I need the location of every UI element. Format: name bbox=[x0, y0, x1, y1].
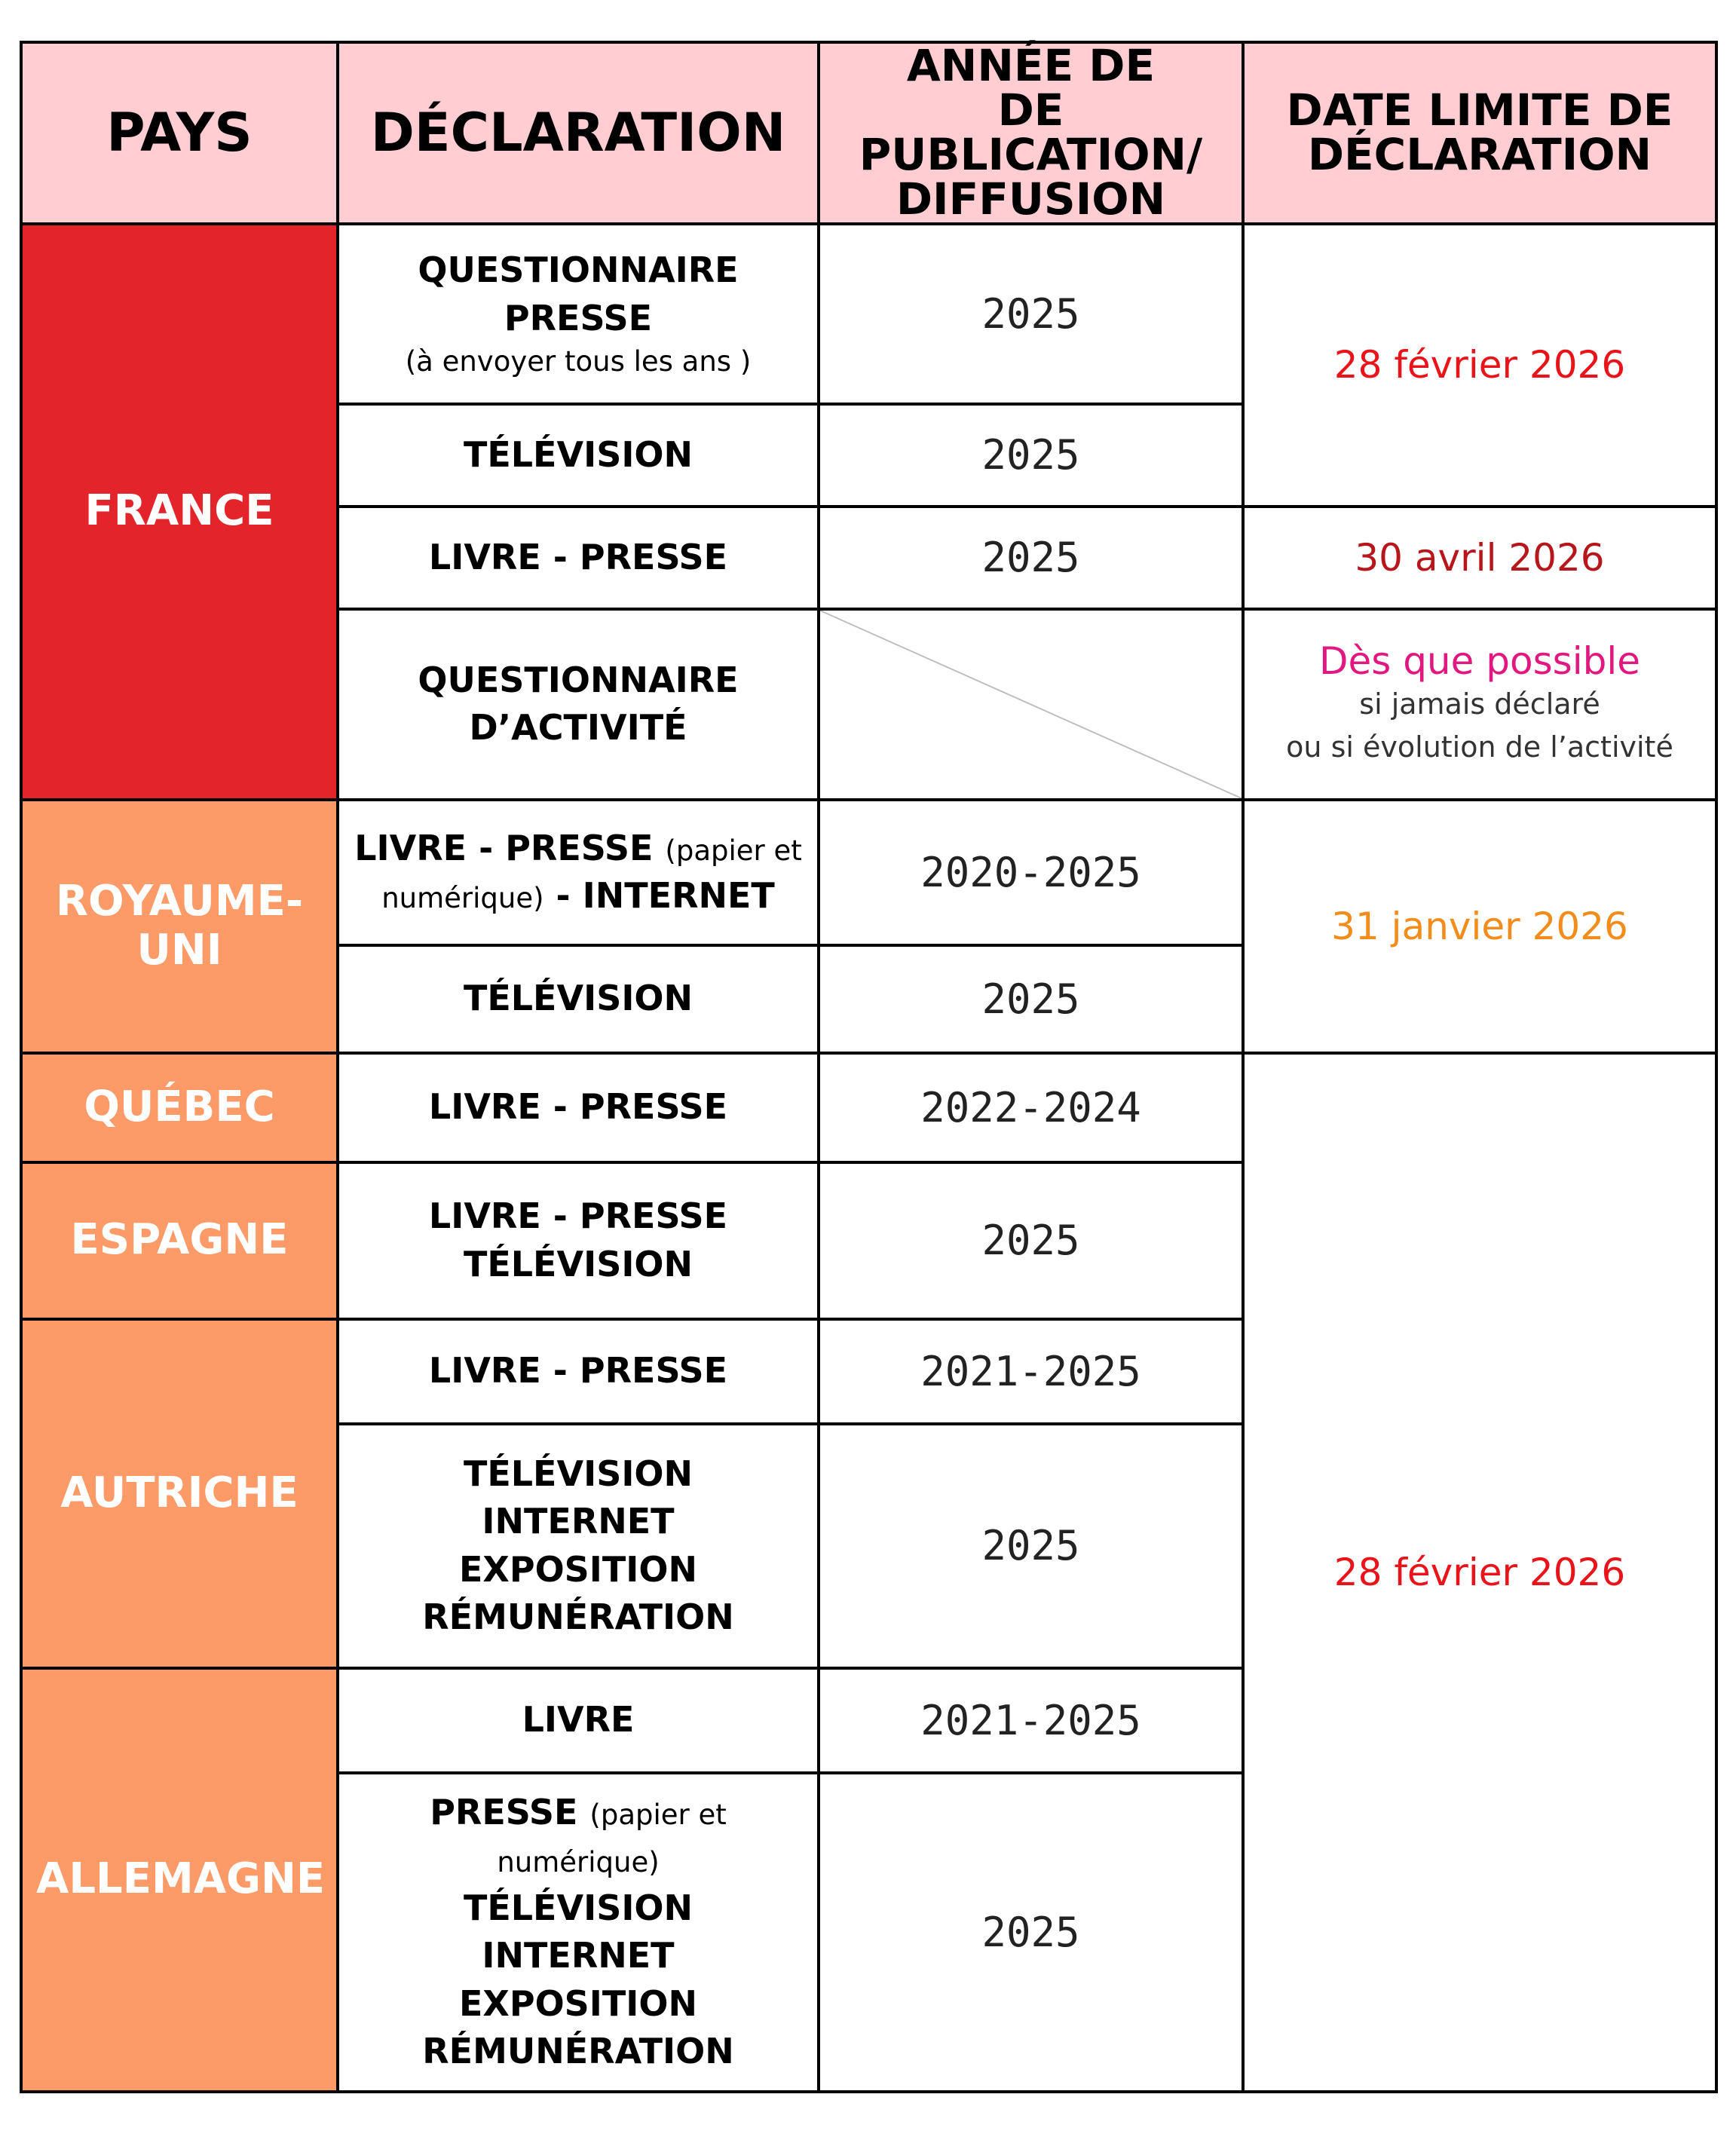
decl-line: TÉLÉVISION bbox=[463, 1243, 693, 1284]
decl-part-note: numérique) bbox=[497, 1846, 660, 1879]
year-allemagne-livre: 2021-2025 bbox=[819, 1668, 1243, 1773]
country-allemagne: ALLEMAGNE bbox=[21, 1668, 338, 2092]
decl-allemagne-livre: LIVRE bbox=[338, 1668, 819, 1773]
decl-line: INTERNET bbox=[482, 1501, 675, 1542]
year-autriche-livre-presse: 2021-2025 bbox=[819, 1319, 1243, 1424]
year-france-questionnaire-presse: 2025 bbox=[819, 224, 1243, 404]
date-france-des-que-possible bbox=[1243, 609, 1716, 800]
decl-line: EXPOSITION bbox=[458, 1982, 698, 2024]
decl-part-note: (papier et bbox=[589, 1798, 727, 1831]
year-autriche-multi: 2025 bbox=[819, 1424, 1243, 1668]
date-shared-28-fevrier: 28 février 2026 bbox=[1243, 1053, 1716, 2092]
decl-line: QUESTIONNAIRE bbox=[418, 659, 739, 700]
decl-allemagne-multi bbox=[338, 1773, 819, 2092]
decl-espagne bbox=[338, 1162, 819, 1319]
year-uk-livre-presse: 2020-2025 bbox=[819, 800, 1243, 945]
table-row bbox=[21, 800, 1716, 945]
decl-quebec-livre-presse: LIVRE - PRESSE bbox=[338, 1053, 819, 1162]
year-allemagne-multi: 2025 bbox=[819, 1773, 1243, 2092]
header-annee-publication bbox=[819, 42, 1243, 224]
header-annee-line1: ANNÉE DE bbox=[906, 40, 1156, 91]
decl-france-livre-presse: LIVRE - PRESSE bbox=[338, 507, 819, 609]
country-quebec: QUÉBEC bbox=[21, 1053, 338, 1162]
header-annee-line3: DIFFUSION bbox=[896, 173, 1166, 225]
decl-france-questionnaire-presse bbox=[338, 224, 819, 404]
country-autriche: AUTRICHE bbox=[21, 1319, 338, 1668]
declaration-deadlines-table bbox=[20, 41, 1718, 2093]
diagonal-slash bbox=[820, 611, 1242, 798]
decl-line: RÉMUNÉRATION bbox=[422, 2031, 734, 2072]
header-annee-line2: DE PUBLICATION/ bbox=[859, 84, 1203, 181]
year-france-television: 2025 bbox=[819, 404, 1243, 507]
year-quebec: 2022-2024 bbox=[819, 1053, 1243, 1162]
decl-part: PRESSE bbox=[430, 1791, 578, 1832]
country-espagne: ESPAGNE bbox=[21, 1162, 338, 1319]
country-france: FRANCE bbox=[21, 224, 338, 800]
decl-part: LIVRE - PRESSE bbox=[354, 827, 654, 868]
decl-line: PRESSE bbox=[504, 297, 653, 338]
decl-france-television: TÉLÉVISION bbox=[338, 404, 819, 507]
decl-line: TÉLÉVISION bbox=[463, 1887, 693, 1928]
decl-uk-livre-presse-internet bbox=[338, 800, 819, 945]
table-row bbox=[21, 224, 1716, 404]
decl-note: (à envoyer tous les ans ) bbox=[405, 345, 752, 378]
year-not-applicable-cell bbox=[819, 609, 1243, 800]
header-date-line2: DÉCLARATION bbox=[1307, 129, 1652, 181]
decl-autriche-livre-presse: LIVRE - PRESSE bbox=[338, 1319, 819, 1424]
year-france-livre-presse: 2025 bbox=[819, 507, 1243, 609]
country-line: ROYAUME- bbox=[55, 877, 304, 926]
table-row bbox=[21, 1053, 1716, 1162]
date-france-30-avril: 30 avril 2026 bbox=[1243, 507, 1716, 609]
decl-part-note: numérique) bbox=[381, 882, 544, 915]
decl-line: TÉLÉVISION bbox=[463, 1453, 693, 1494]
country-line: UNI bbox=[136, 925, 222, 975]
year-uk-television: 2025 bbox=[819, 945, 1243, 1053]
decl-line: D’ACTIVITÉ bbox=[469, 707, 687, 749]
decl-line: LIVRE - PRESSE bbox=[428, 1196, 728, 1237]
decl-line: RÉMUNÉRATION bbox=[422, 1597, 734, 1638]
header-date-limite bbox=[1243, 42, 1716, 224]
country-royaume-uni bbox=[21, 800, 338, 1053]
decl-france-questionnaire-activite bbox=[338, 609, 819, 800]
header-date-line1: DATE LIMITE DE bbox=[1286, 84, 1673, 136]
date-note-1: si jamais déclaré bbox=[1359, 687, 1600, 721]
date-asap: Dès que possible bbox=[1318, 639, 1640, 684]
header-row bbox=[21, 42, 1716, 224]
decl-line: QUESTIONNAIRE bbox=[418, 250, 739, 291]
decl-part-note: (papier et bbox=[665, 834, 802, 867]
date-uk-31-janvier: 31 janvier 2026 bbox=[1243, 800, 1716, 1053]
decl-uk-television: TÉLÉVISION bbox=[338, 945, 819, 1053]
decl-line: INTERNET bbox=[482, 1935, 675, 1976]
date-note-2: ou si évolution de l’activité bbox=[1286, 730, 1673, 764]
decl-part: - INTERNET bbox=[556, 875, 775, 917]
header-pays: PAYS bbox=[21, 42, 338, 224]
year-espagne: 2025 bbox=[819, 1162, 1243, 1319]
decl-line: EXPOSITION bbox=[458, 1548, 698, 1590]
date-france-28-fevrier: 28 février 2026 bbox=[1243, 224, 1716, 507]
decl-autriche-multi bbox=[338, 1424, 819, 1668]
header-declaration: DÉCLARATION bbox=[338, 42, 819, 224]
